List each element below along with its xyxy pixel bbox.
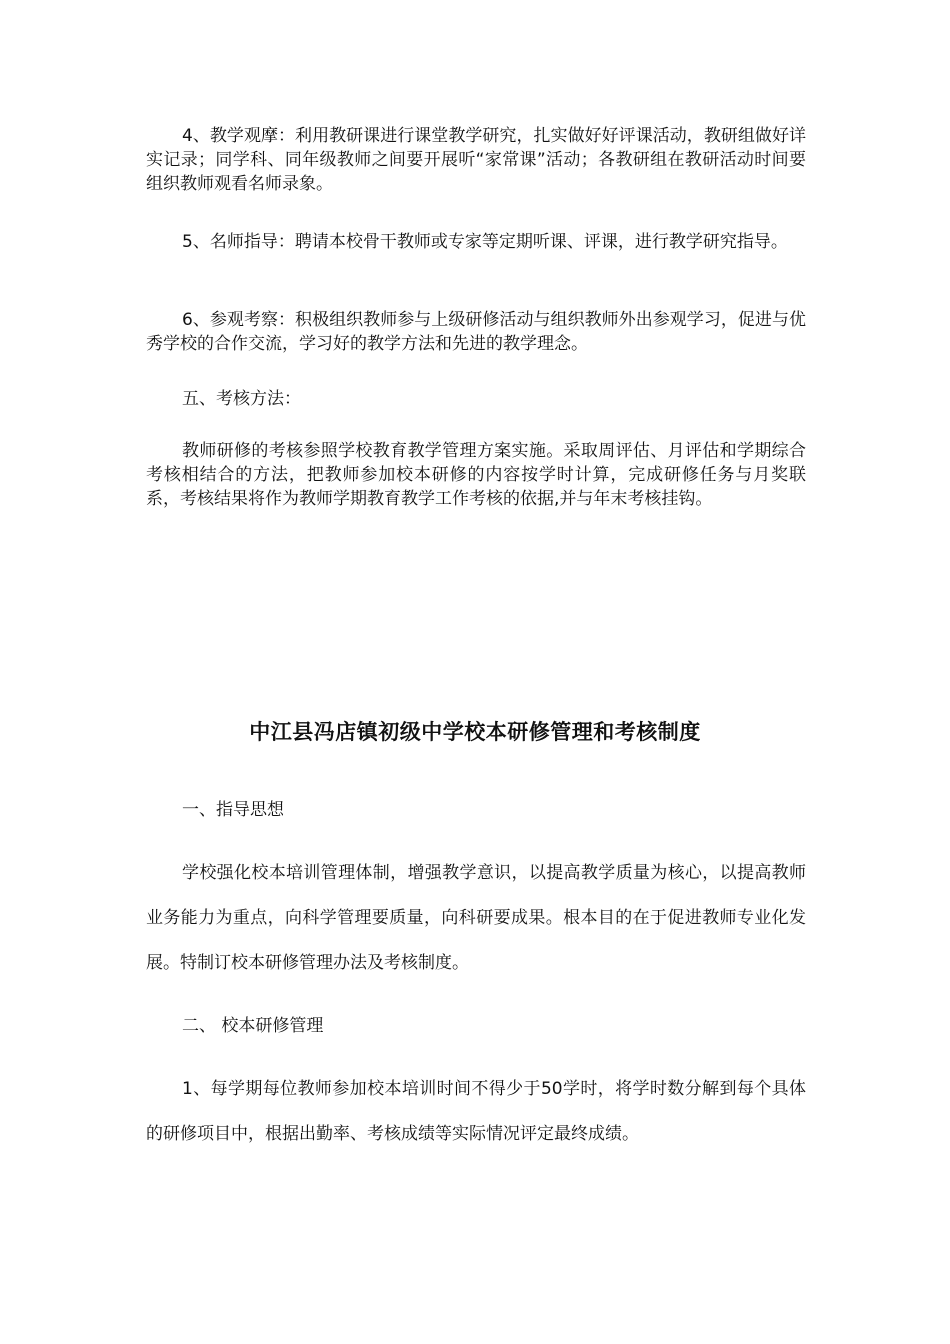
heading-guiding-ideology: 一、指导思想 [182,800,284,820]
paragraph-master-guidance: 5、名师指导：聘请本校骨干教师或专家等定期听课、评课，进行教学研究指导。 [182,232,788,252]
paragraph-teaching-observation: 4、教学观摩：利用教研课进行课堂教学研究，扎实做好好评课活动，教研组做好详实记录；同学科、同年级教师之间要开展听“家常课”活动；各教研组在教研活动时间要组织教师观看名师录象。 [146,126,806,194]
paragraph-guiding-ideology: 学校强化校本培训管理体制，增强教学意识，以提高教学质量为核心，以提高教师业务能力为重点，向科学管理要质量，向科研要成果。根本目的在于促进教师专业化发展。特制订校本研修管理办法及考核制度。 [146,863,806,973]
heading-assessment-method: 五、考核方法： [182,389,301,409]
paragraph-training-hours: 1、每学期每位教师参加校本培训时间不得少于50学时，将学时数分解到每个具体的研修项目中，根据出勤率、考核成绩等实际情况评定最终成绩。 [146,1079,806,1144]
heading-school-training-management: 二、 校本研修管理 [182,1016,324,1036]
paragraph-visit-study: 6、参观考察：积极组织教师参与上级研修活动与组织教师外出参观学习，促进与优秀学校的合作交流，学习好的教学方法和先进的教学理念。 [146,310,806,354]
document-title: 中江县冯店镇初级中学校本研修管理和考核制度 [249,720,701,744]
paragraph-assessment: 教师研修的考核参照学校教育教学管理方案实施。采取周评估、月评估和学期综合考核相结合的方法，把教师参加校本研修的内容按学时计算，完成研修任务与月奖联系，考核结果将作为教师学期教育教学工作考核的依据,并与年末考核挂钩。 [146,441,806,509]
